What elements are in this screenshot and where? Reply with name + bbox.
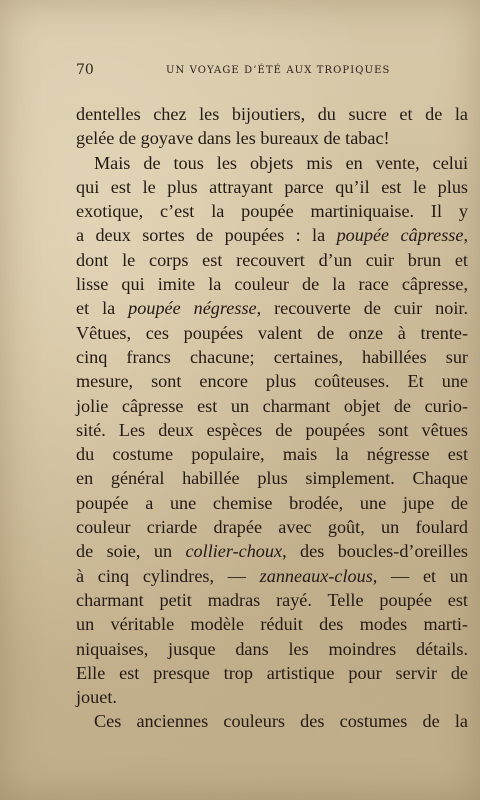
text-line: niquaises, jusque dans les moindres détails. (76, 638, 468, 659)
text-line: couleur criarde drapée avec goût, un foulard (76, 517, 468, 538)
text-line: lisse qui imite la couleur de la race câpresse, (76, 274, 468, 295)
text-line: mesure, sont encore plus coûteuses. Et une (76, 371, 468, 392)
text-line: du costume populaire, mais la négresse est (76, 444, 468, 465)
italic-term: zanneaux-clous (259, 565, 373, 586)
text-line: de soie, un collier-choux, des boucles-d’oreilles (76, 541, 469, 562)
text-line: dentelles chez les bijoutiers, du sucre et de la (76, 104, 468, 124)
text-line: jolie câpresse est un charmant objet de curio- (76, 395, 468, 416)
paragraph-start-line: Ces anciennes couleurs des costumes de la (94, 711, 468, 732)
text-line: gelée de goyave dans les bureaux de tabac! (76, 128, 390, 149)
text-line: jouet. (76, 687, 117, 708)
text-line: exotique, c’est la poupée martiniquaise. Il y (76, 201, 468, 222)
text-line: en général habillée plus simplement. Chaque (76, 468, 468, 489)
text-line: Elle est presque trop artistique pour servir de (76, 662, 468, 683)
page-number: 70 (76, 62, 94, 78)
italic-term: collier-choux (185, 541, 283, 562)
text-line: cinq francs chacune; certaines, habillées sur (76, 346, 468, 367)
text-line: qui est le plus attrayant parce qu’il est le plus (76, 176, 468, 197)
page-header (76, 62, 468, 82)
text-line: Vêtues, ces poupées valent de onze à trente- (76, 322, 468, 343)
text-line: et la poupée négresse, recouverte de cuir noir. (76, 298, 468, 319)
text-line: dont le corps est recouvert d’un cuir brun et (76, 249, 468, 270)
body-text (76, 102, 468, 734)
paragraph-start-line: Mais de tous les objets mis en vente, celui (94, 152, 468, 173)
running-title: UN VOYAGE D’ÉTÉ AUX TROPIQUES (166, 65, 391, 76)
text-line: sité. Les deux espèces de poupées sont vêtues (76, 419, 468, 440)
text-line: charmant petit madras rayé. Telle poupée est (76, 589, 468, 610)
italic-term: poupée négresse (128, 298, 257, 319)
text-line: poupée a une chemise brodée, une jupe de (76, 492, 468, 513)
text-line: un véritable modèle réduit des modes marti- (76, 614, 468, 635)
text-line: à cinq cylindres, — zanneaux-clous, — et un (76, 565, 468, 586)
text-line: a deux sortes de poupées : la poupée câpresse, (76, 225, 468, 246)
italic-term: poupée câpresse (336, 225, 464, 246)
